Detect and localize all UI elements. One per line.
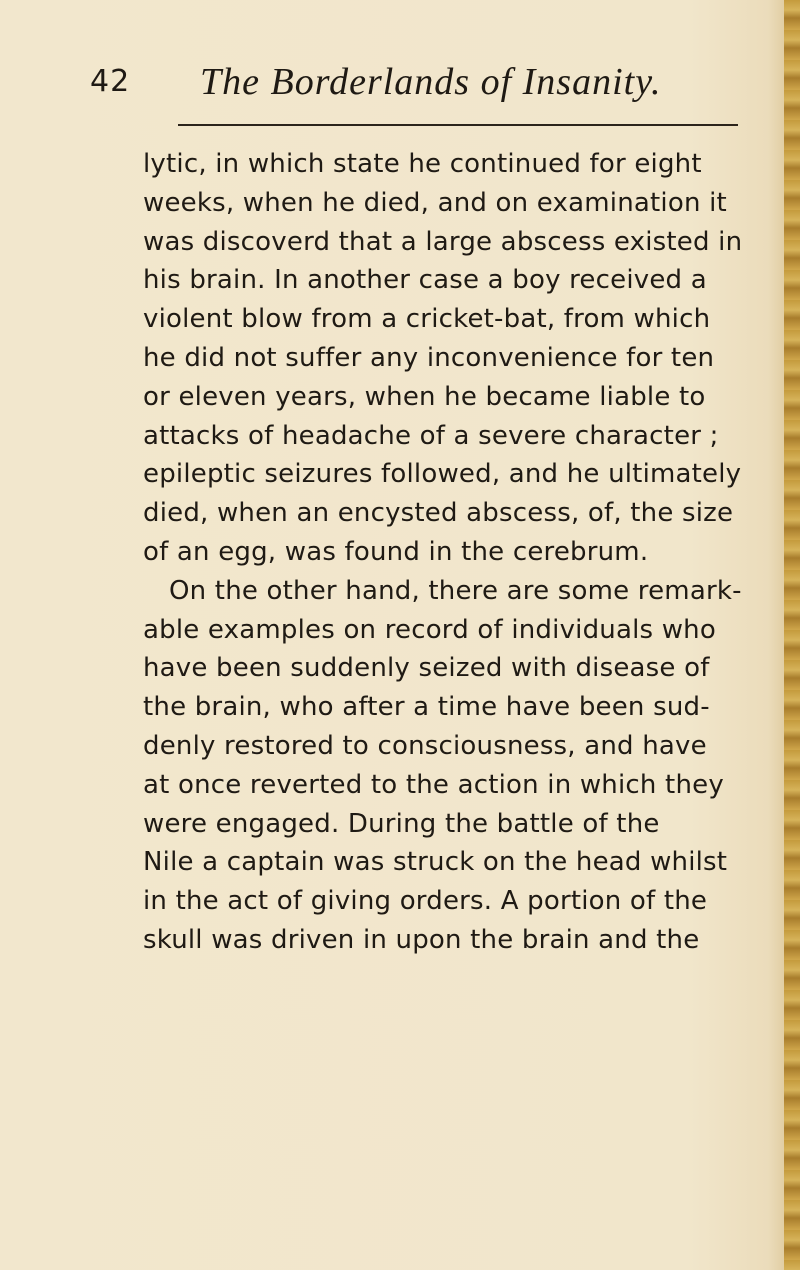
book-title: The Borderlands of Insanity.	[200, 61, 662, 103]
text-line: lytic, in which state he continued for eight	[143, 149, 702, 179]
text-line: he did not suffer any inconvenience for ten	[143, 342, 715, 373]
text-line: died, when an encysted abscess, of, the size	[143, 498, 734, 529]
body-text	[143, 145, 743, 960]
text-line: the brain, who after a time have been sud-	[143, 692, 710, 723]
header-rule	[178, 124, 738, 126]
running-head	[90, 62, 730, 110]
text-line: Nile a captain was struck on the head whilst	[143, 847, 728, 878]
text-line: in the act of giving orders. A portion of the	[143, 886, 708, 917]
paragraph-start-line: On the other hand, there are some remark-	[169, 575, 742, 606]
text-line: violent blow from a cricket-bat, from which	[143, 304, 711, 335]
text-line: able examples on record of individuals who	[143, 614, 716, 645]
text-line: have been suddenly seized with disease of	[143, 653, 710, 684]
text-line: denly restored to consciousness, and have	[143, 730, 707, 761]
text-line: weeks, when he died, and on examination it	[143, 187, 727, 218]
text-line: his brain. In another case a boy received a	[143, 265, 707, 296]
text-line: was discoverd that a large abscess existed in	[143, 226, 743, 257]
text-line: or eleven years, when he became liable to	[143, 381, 706, 412]
page-gilt-edge	[784, 0, 800, 1270]
text-line: attacks of headache of a severe character ;	[143, 420, 719, 451]
text-line: were engaged. During the battle of the	[143, 808, 660, 839]
text-line: skull was driven in upon the brain and the	[143, 924, 700, 955]
text-line: at once reverted to the action in which they	[143, 769, 724, 800]
text-line: of an egg, was found in the cerebrum.	[143, 536, 649, 567]
page-number: 42	[90, 64, 131, 99]
text-line: epileptic seizures followed, and he ultimately	[143, 459, 742, 490]
